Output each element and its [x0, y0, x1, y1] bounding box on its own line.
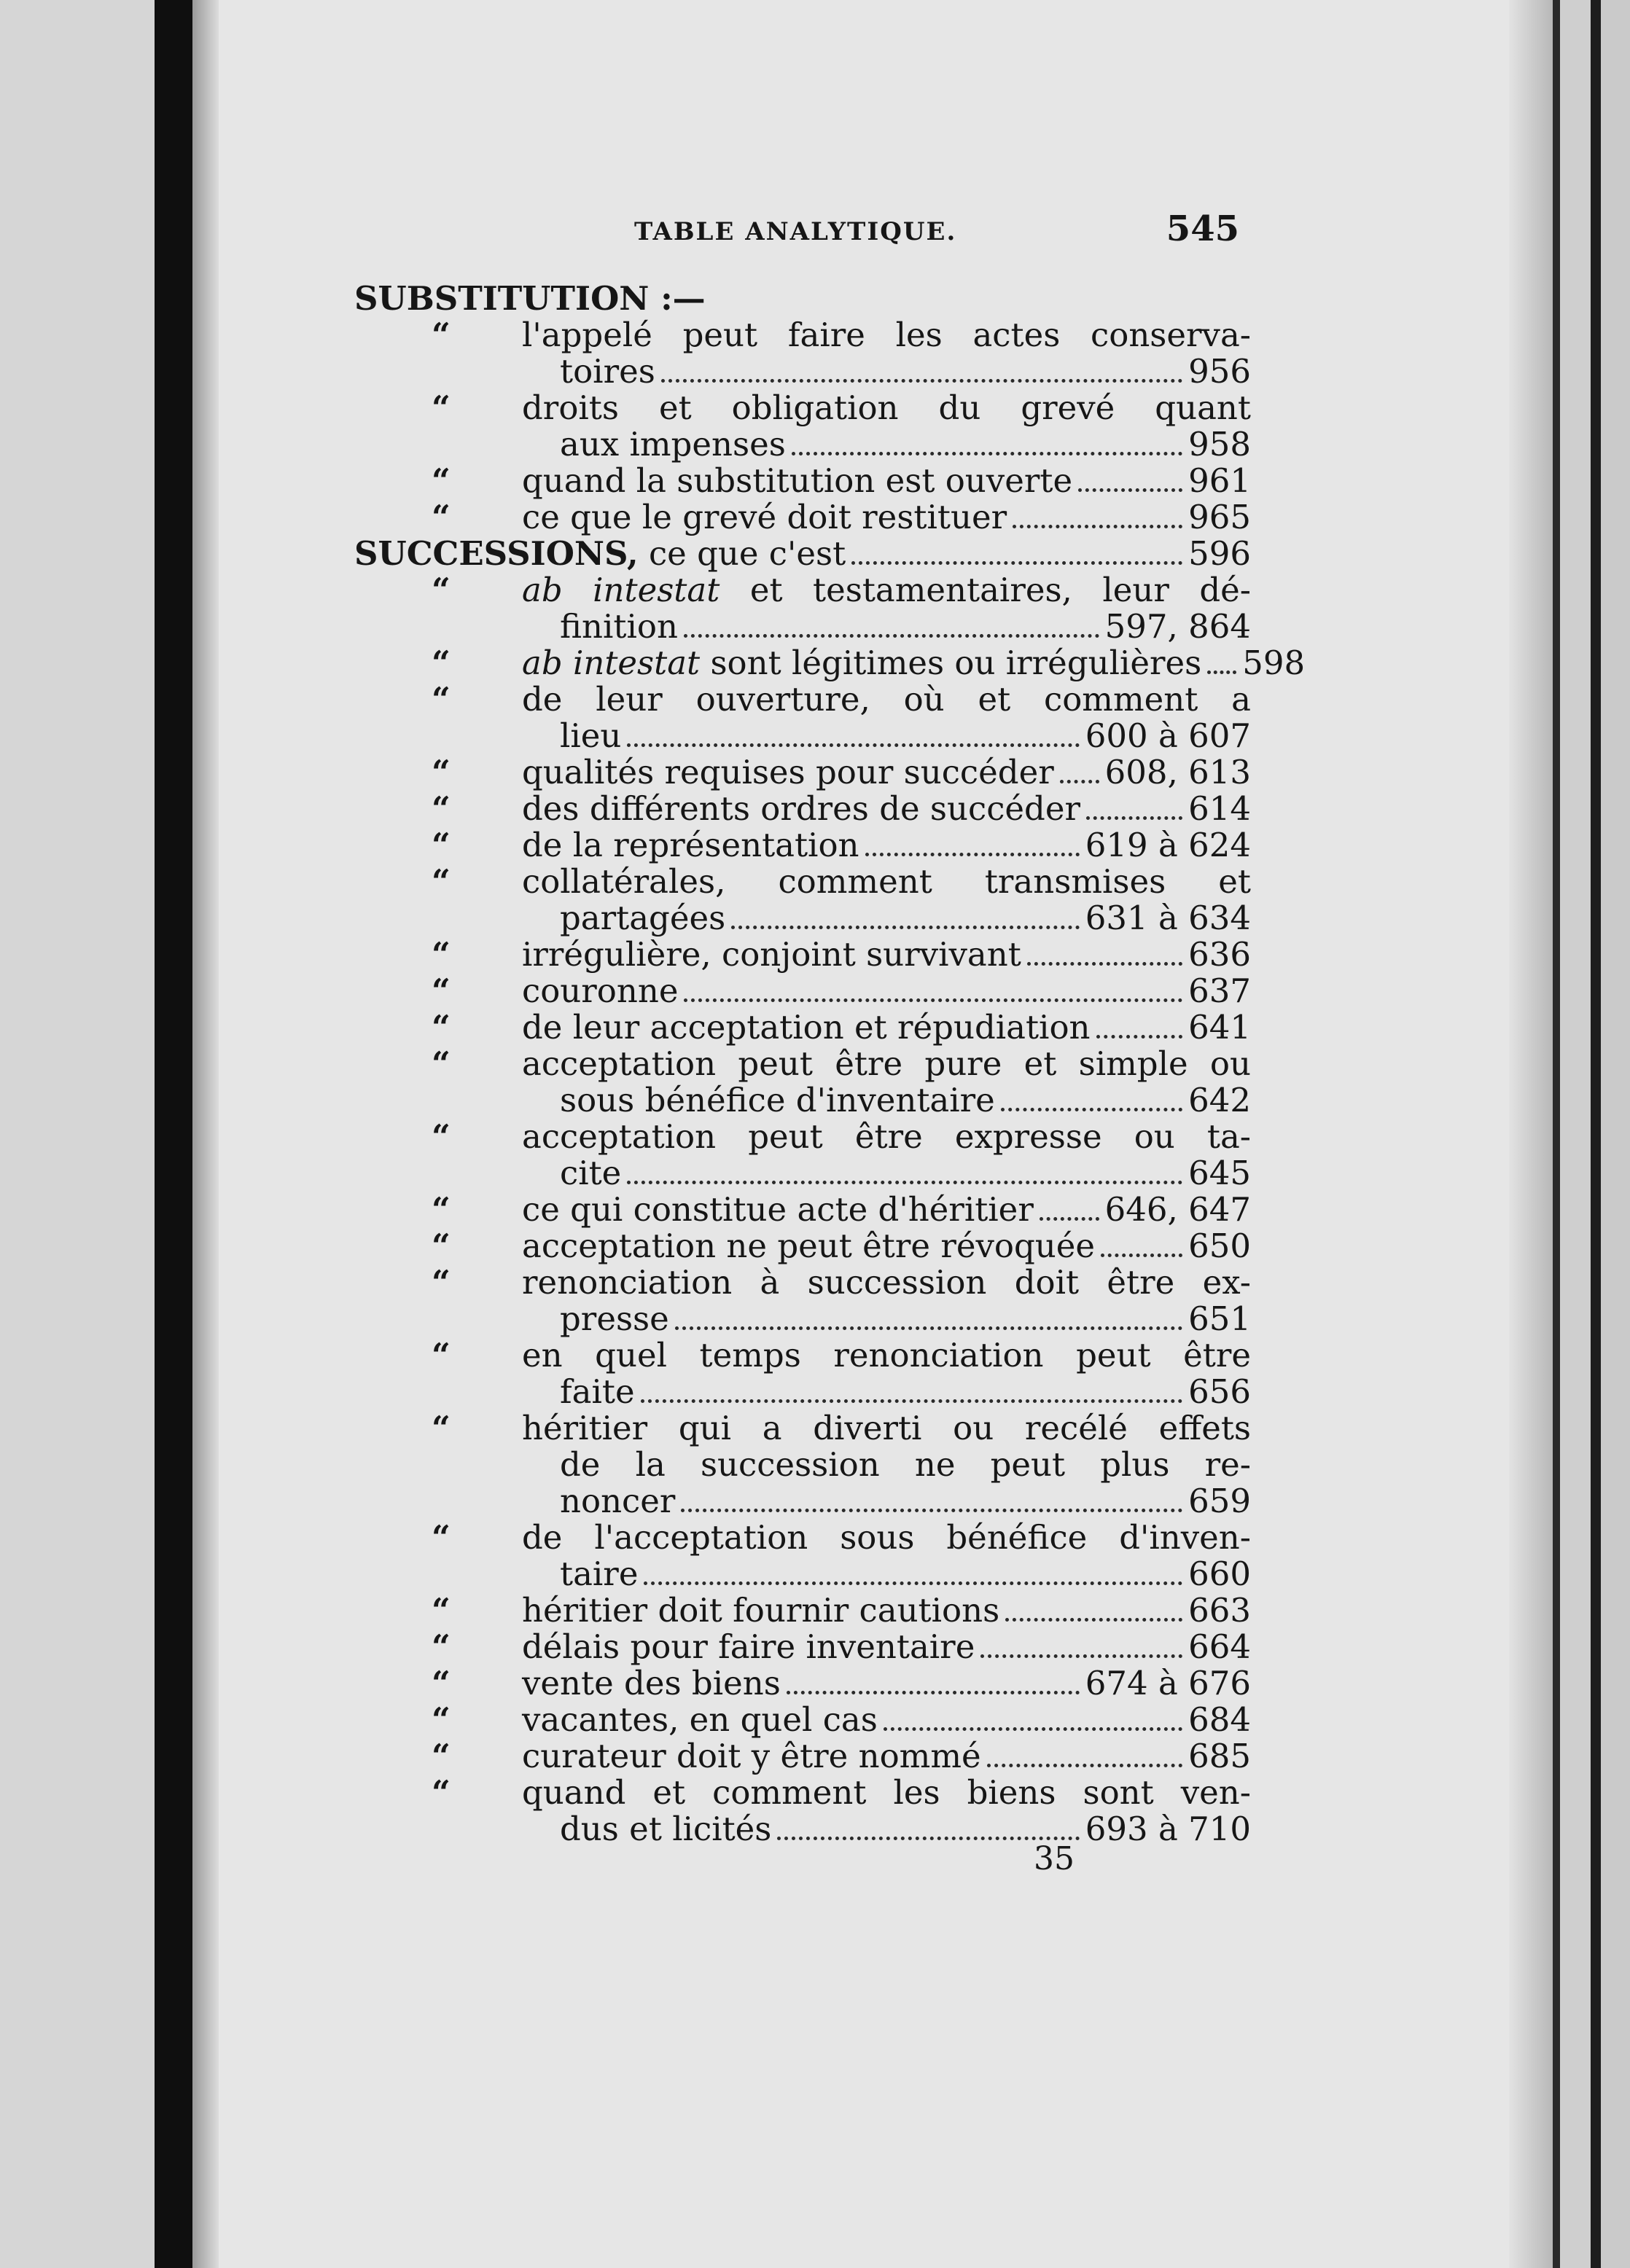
- page-reference: 664: [1188, 1627, 1251, 1666]
- page-reference: 656: [1188, 1372, 1251, 1411]
- index-line: [354, 936, 1251, 973]
- page-reference: 608, 613: [1104, 753, 1251, 791]
- ditto-mark: “: [432, 461, 451, 500]
- entry-text: collatérales, comment transmises et: [522, 862, 1251, 901]
- ditto-mark: “: [432, 789, 451, 828]
- ditto-mark: “: [432, 316, 451, 354]
- ditto-mark: “: [432, 388, 451, 427]
- ditto-mark: “: [432, 1737, 451, 1775]
- ditto-mark: “: [432, 1336, 451, 1375]
- index-line: [354, 390, 1251, 426]
- index-heading: SUBSTITUTION :—: [354, 279, 706, 318]
- entry-text: héritier qui a diverti ou recélé effets: [522, 1409, 1251, 1447]
- entry-text: [560, 426, 1251, 463]
- ditto-mark: “: [432, 935, 451, 974]
- index-line: [354, 1592, 1251, 1629]
- entry-label: aux impenses: [560, 425, 786, 464]
- index-entries: [354, 279, 1306, 1848]
- page-reference: 663: [1188, 1591, 1251, 1630]
- ditto-mark: “: [432, 1664, 451, 1702]
- entry-text: [560, 718, 1251, 754]
- index-line: [354, 1447, 1251, 1483]
- ditto-mark: “: [432, 498, 451, 536]
- book-gutter: [155, 0, 192, 2268]
- entry-text: [522, 1192, 1251, 1228]
- entry-text: [560, 609, 1251, 645]
- entry-label: quand la substitution est ouverte: [522, 461, 1073, 500]
- index-line: [354, 317, 1251, 353]
- dot-leader: [1001, 1108, 1182, 1111]
- italic-term: ab intestat: [522, 644, 701, 682]
- page-reference: 637: [1188, 971, 1251, 1010]
- dot-leader: [1096, 1035, 1183, 1039]
- index-line: [354, 1228, 1251, 1264]
- page-reference: 693 à 710: [1085, 1810, 1251, 1848]
- running-title: TABLE ANALYTIQUE.: [634, 217, 957, 246]
- page-edge: [1553, 0, 1560, 2268]
- entry-text: [522, 644, 1306, 682]
- entry-label: dus et licités: [560, 1810, 772, 1848]
- entry-label: héritier doit fournir cautions: [522, 1591, 1000, 1630]
- ditto-mark: “: [432, 1591, 451, 1630]
- dot-leader: [675, 1326, 1182, 1330]
- index-line: [354, 1009, 1251, 1046]
- entry-label: noncer: [560, 1482, 676, 1520]
- dot-leader: [1040, 1217, 1099, 1221]
- entry-text: de leur ouverture, où et comment a: [522, 680, 1251, 719]
- index-line: [354, 536, 1251, 572]
- ditto-mark: “: [432, 753, 451, 791]
- space: [639, 536, 649, 572]
- dot-leader: [644, 1581, 1182, 1585]
- index-line: [354, 681, 1251, 718]
- ditto-mark: “: [432, 1518, 451, 1557]
- index-line: [354, 1119, 1251, 1155]
- entry-text: [522, 973, 1251, 1009]
- ditto-mark: “: [432, 1008, 451, 1047]
- ditto-mark: “: [432, 1227, 451, 1265]
- index-line: [354, 1192, 1251, 1228]
- dot-leader: [1078, 488, 1182, 492]
- entry-text: [522, 1702, 1251, 1738]
- page-reference: 956: [1188, 352, 1251, 391]
- entry-text: de la succession ne peut plus re-: [560, 1445, 1251, 1484]
- entry-label: toires: [560, 352, 655, 391]
- ditto-mark: “: [432, 1263, 451, 1302]
- ditto-mark: “: [432, 1409, 451, 1447]
- page-reference: 631 à 634: [1085, 899, 1251, 937]
- entry-text: [522, 1009, 1251, 1046]
- index-line: [354, 1410, 1251, 1447]
- entry-label: irrégulière, conjoint survivant: [522, 935, 1021, 974]
- index-line: [354, 1556, 1251, 1592]
- entry-text: [560, 1374, 1251, 1410]
- index-line: [354, 1301, 1251, 1337]
- page-reference: 597, 864: [1104, 607, 1251, 646]
- page-reference: 642: [1188, 1081, 1251, 1119]
- ditto-mark: “: [432, 1190, 451, 1229]
- index-line: [354, 900, 1251, 936]
- entry-text: [522, 936, 1251, 973]
- scan-left-margin: [0, 0, 156, 2268]
- page-reference: 614: [1188, 789, 1251, 828]
- entry-label: ce que c'est: [648, 534, 846, 573]
- dot-leader: [884, 1727, 1182, 1731]
- page-reference: 636: [1188, 935, 1251, 974]
- page-reference: 965: [1188, 498, 1251, 536]
- page-reference: 646, 647: [1104, 1190, 1251, 1229]
- dot-leader: [1086, 816, 1182, 820]
- entry-label: qualités requises pour succéder: [522, 753, 1054, 791]
- ditto-mark: “: [432, 971, 451, 1010]
- entry-text: acceptation peut être pure et simple ou: [522, 1044, 1251, 1083]
- index-line: [354, 1337, 1251, 1374]
- page-reference: 674 à 676: [1085, 1664, 1251, 1702]
- dot-leader: [987, 1764, 1182, 1767]
- page-edge-shadow: [1509, 0, 1553, 2268]
- page-reference: 651: [1188, 1299, 1251, 1338]
- index-line: [354, 1082, 1251, 1119]
- entry-label: sous bénéfice d'inventaire: [560, 1081, 995, 1119]
- entry-label: finition: [560, 607, 678, 646]
- ditto-mark: “: [432, 1117, 451, 1156]
- ditto-mark: “: [432, 826, 451, 864]
- entry-label: [522, 645, 1201, 681]
- signature-mark: 35: [1034, 1840, 1075, 1877]
- entry-label: presse: [560, 1299, 669, 1338]
- entry-text: [560, 1483, 1251, 1520]
- entry-label: partagées: [560, 899, 726, 937]
- index-heading: SUCCESSIONS,: [354, 534, 639, 573]
- index-line: [354, 1155, 1251, 1192]
- ditto-mark: “: [432, 1044, 451, 1083]
- index-line: [354, 791, 1251, 827]
- dot-leader: [684, 998, 1182, 1002]
- dot-leader: [792, 452, 1182, 455]
- entry-label: vente des biens: [522, 1664, 781, 1702]
- entry-label: couronne: [522, 971, 679, 1010]
- page-reference: 685: [1188, 1737, 1251, 1775]
- index-line: [354, 1520, 1251, 1556]
- ditto-mark: “: [432, 1700, 451, 1739]
- entry-text: [560, 900, 1251, 936]
- dot-leader: [787, 1691, 1080, 1694]
- scan-right-margin: [1601, 0, 1630, 2268]
- entry-label: curateur doit y être nommé: [522, 1737, 981, 1775]
- dot-leader: [1013, 525, 1182, 528]
- entry-text: [560, 1082, 1251, 1119]
- index-line: [354, 1374, 1251, 1410]
- index-line: [354, 426, 1251, 463]
- space: [720, 571, 750, 609]
- entry-label: ce que le grevé doit restituer: [522, 498, 1007, 536]
- index-line: [354, 1702, 1251, 1738]
- entry-text: [522, 572, 1251, 609]
- page-reference: 598: [1242, 644, 1306, 682]
- index-line: [354, 1775, 1251, 1811]
- entry-rest: et testamentaires, leur dé-: [749, 571, 1251, 609]
- entry-rest: sont légitimes ou irrégulières: [710, 644, 1202, 682]
- index-line: [354, 864, 1251, 900]
- entry-label: de leur acceptation et répudiation: [522, 1008, 1091, 1047]
- gutter-shadow: [192, 0, 219, 2268]
- index-line: [354, 718, 1251, 754]
- dot-leader: [851, 561, 1182, 565]
- entry-label: des différents ordres de succéder: [522, 789, 1080, 828]
- index-line: [354, 644, 1306, 682]
- entry-text: [560, 1556, 1251, 1592]
- running-header: [634, 208, 1239, 252]
- entry-label: cite: [560, 1154, 622, 1192]
- index-line: [354, 1629, 1251, 1665]
- entry-text: [522, 463, 1251, 499]
- entry-text: [560, 1301, 1251, 1337]
- ditto-mark: “: [432, 571, 451, 609]
- entry-text: droits et obligation du grevé quant: [522, 388, 1251, 427]
- dot-leader: [641, 1399, 1183, 1403]
- index-line: [354, 499, 1251, 536]
- page-reference: 659: [1188, 1482, 1251, 1520]
- entry-label: vacantes, en quel cas: [522, 1700, 878, 1739]
- page-reference: 645: [1188, 1154, 1251, 1192]
- ditto-mark: “: [432, 644, 451, 682]
- page-reference: 961: [1188, 461, 1251, 500]
- entry-text: en quel temps renonciation peut être: [522, 1336, 1251, 1375]
- entry-label: lieu: [560, 716, 622, 755]
- entry-text: [354, 536, 1251, 572]
- index-line: [354, 973, 1251, 1009]
- entry-text: [522, 1228, 1251, 1264]
- dot-leader: [627, 743, 1079, 747]
- page-number: 545: [1166, 208, 1239, 249]
- book-cover-edge: [1591, 0, 1601, 2268]
- ditto-mark: “: [432, 862, 451, 901]
- entry-label: de la représentation: [522, 826, 859, 864]
- entry-text: [522, 791, 1251, 827]
- entry-text: [522, 754, 1251, 791]
- ditto-mark: “: [432, 680, 451, 719]
- dot-leader: [684, 634, 1099, 638]
- index-line: [354, 1046, 1251, 1082]
- space: [700, 644, 710, 682]
- entry-text: [522, 1629, 1251, 1665]
- dot-leader: [731, 926, 1080, 929]
- entry-text: [522, 1738, 1251, 1775]
- dot-leader: [661, 379, 1182, 383]
- index-line: [354, 1483, 1251, 1520]
- index-line: [354, 1665, 1251, 1702]
- page-reference: 684: [1188, 1700, 1251, 1739]
- dot-leader: [980, 1654, 1182, 1658]
- index-line: [354, 609, 1251, 645]
- index-line: [354, 1811, 1251, 1847]
- ditto-mark: “: [432, 1627, 451, 1666]
- index-line: [354, 353, 1251, 390]
- entry-label: ce qui constitue acte d'héritier: [522, 1190, 1034, 1229]
- dot-leader: [865, 853, 1080, 856]
- index-line: [354, 572, 1251, 609]
- entry-label: faite: [560, 1372, 635, 1411]
- page-edge-strip: [1560, 0, 1591, 2268]
- page-reference: 650: [1188, 1227, 1251, 1265]
- entry-label: délais pour faire inventaire: [522, 1627, 975, 1666]
- page-reference: 619 à 624: [1085, 826, 1251, 864]
- entry-text: [560, 1811, 1251, 1847]
- index-line: [354, 1264, 1251, 1301]
- entry-text: [522, 1665, 1251, 1702]
- entry-text: acceptation peut être expresse ou ta-: [522, 1117, 1251, 1156]
- entry-text: [522, 827, 1251, 864]
- dot-leader: [681, 1509, 1182, 1512]
- dot-leader: [1027, 962, 1182, 966]
- page-reference: 660: [1188, 1555, 1251, 1593]
- index-line: [354, 1738, 1251, 1775]
- index-line: [354, 754, 1251, 791]
- entry-label: acceptation ne peut être révoquée: [522, 1227, 1096, 1265]
- page-reference: 596: [1188, 534, 1251, 573]
- entry-text: quand et comment les biens sont ven-: [522, 1773, 1251, 1812]
- index-line: [354, 281, 1251, 317]
- ditto-mark: “: [432, 1773, 451, 1812]
- italic-term: ab intestat: [522, 571, 720, 609]
- dot-leader: [1101, 1254, 1182, 1257]
- dot-leader: [627, 1181, 1182, 1184]
- dot-leader: [1207, 670, 1236, 674]
- entry-text: [522, 499, 1251, 536]
- entry-text: [560, 1155, 1251, 1192]
- entry-text: [560, 353, 1251, 390]
- page-reference: 600 à 607: [1085, 716, 1251, 755]
- dot-leader: [1060, 780, 1099, 783]
- dot-leader: [1005, 1618, 1182, 1622]
- entry-label: taire: [560, 1555, 639, 1593]
- entry-text: renonciation à succession doit être ex-: [522, 1263, 1251, 1302]
- entry-text: [522, 1592, 1251, 1629]
- page-reference: 958: [1188, 425, 1251, 464]
- page-reference: 641: [1188, 1008, 1251, 1047]
- entry-text: l'appelé peut faire les actes conserva-: [522, 316, 1251, 354]
- index-line: [354, 827, 1251, 864]
- index-line: [354, 463, 1251, 499]
- entry-text: de l'acceptation sous bénéfice d'inven-: [522, 1518, 1251, 1557]
